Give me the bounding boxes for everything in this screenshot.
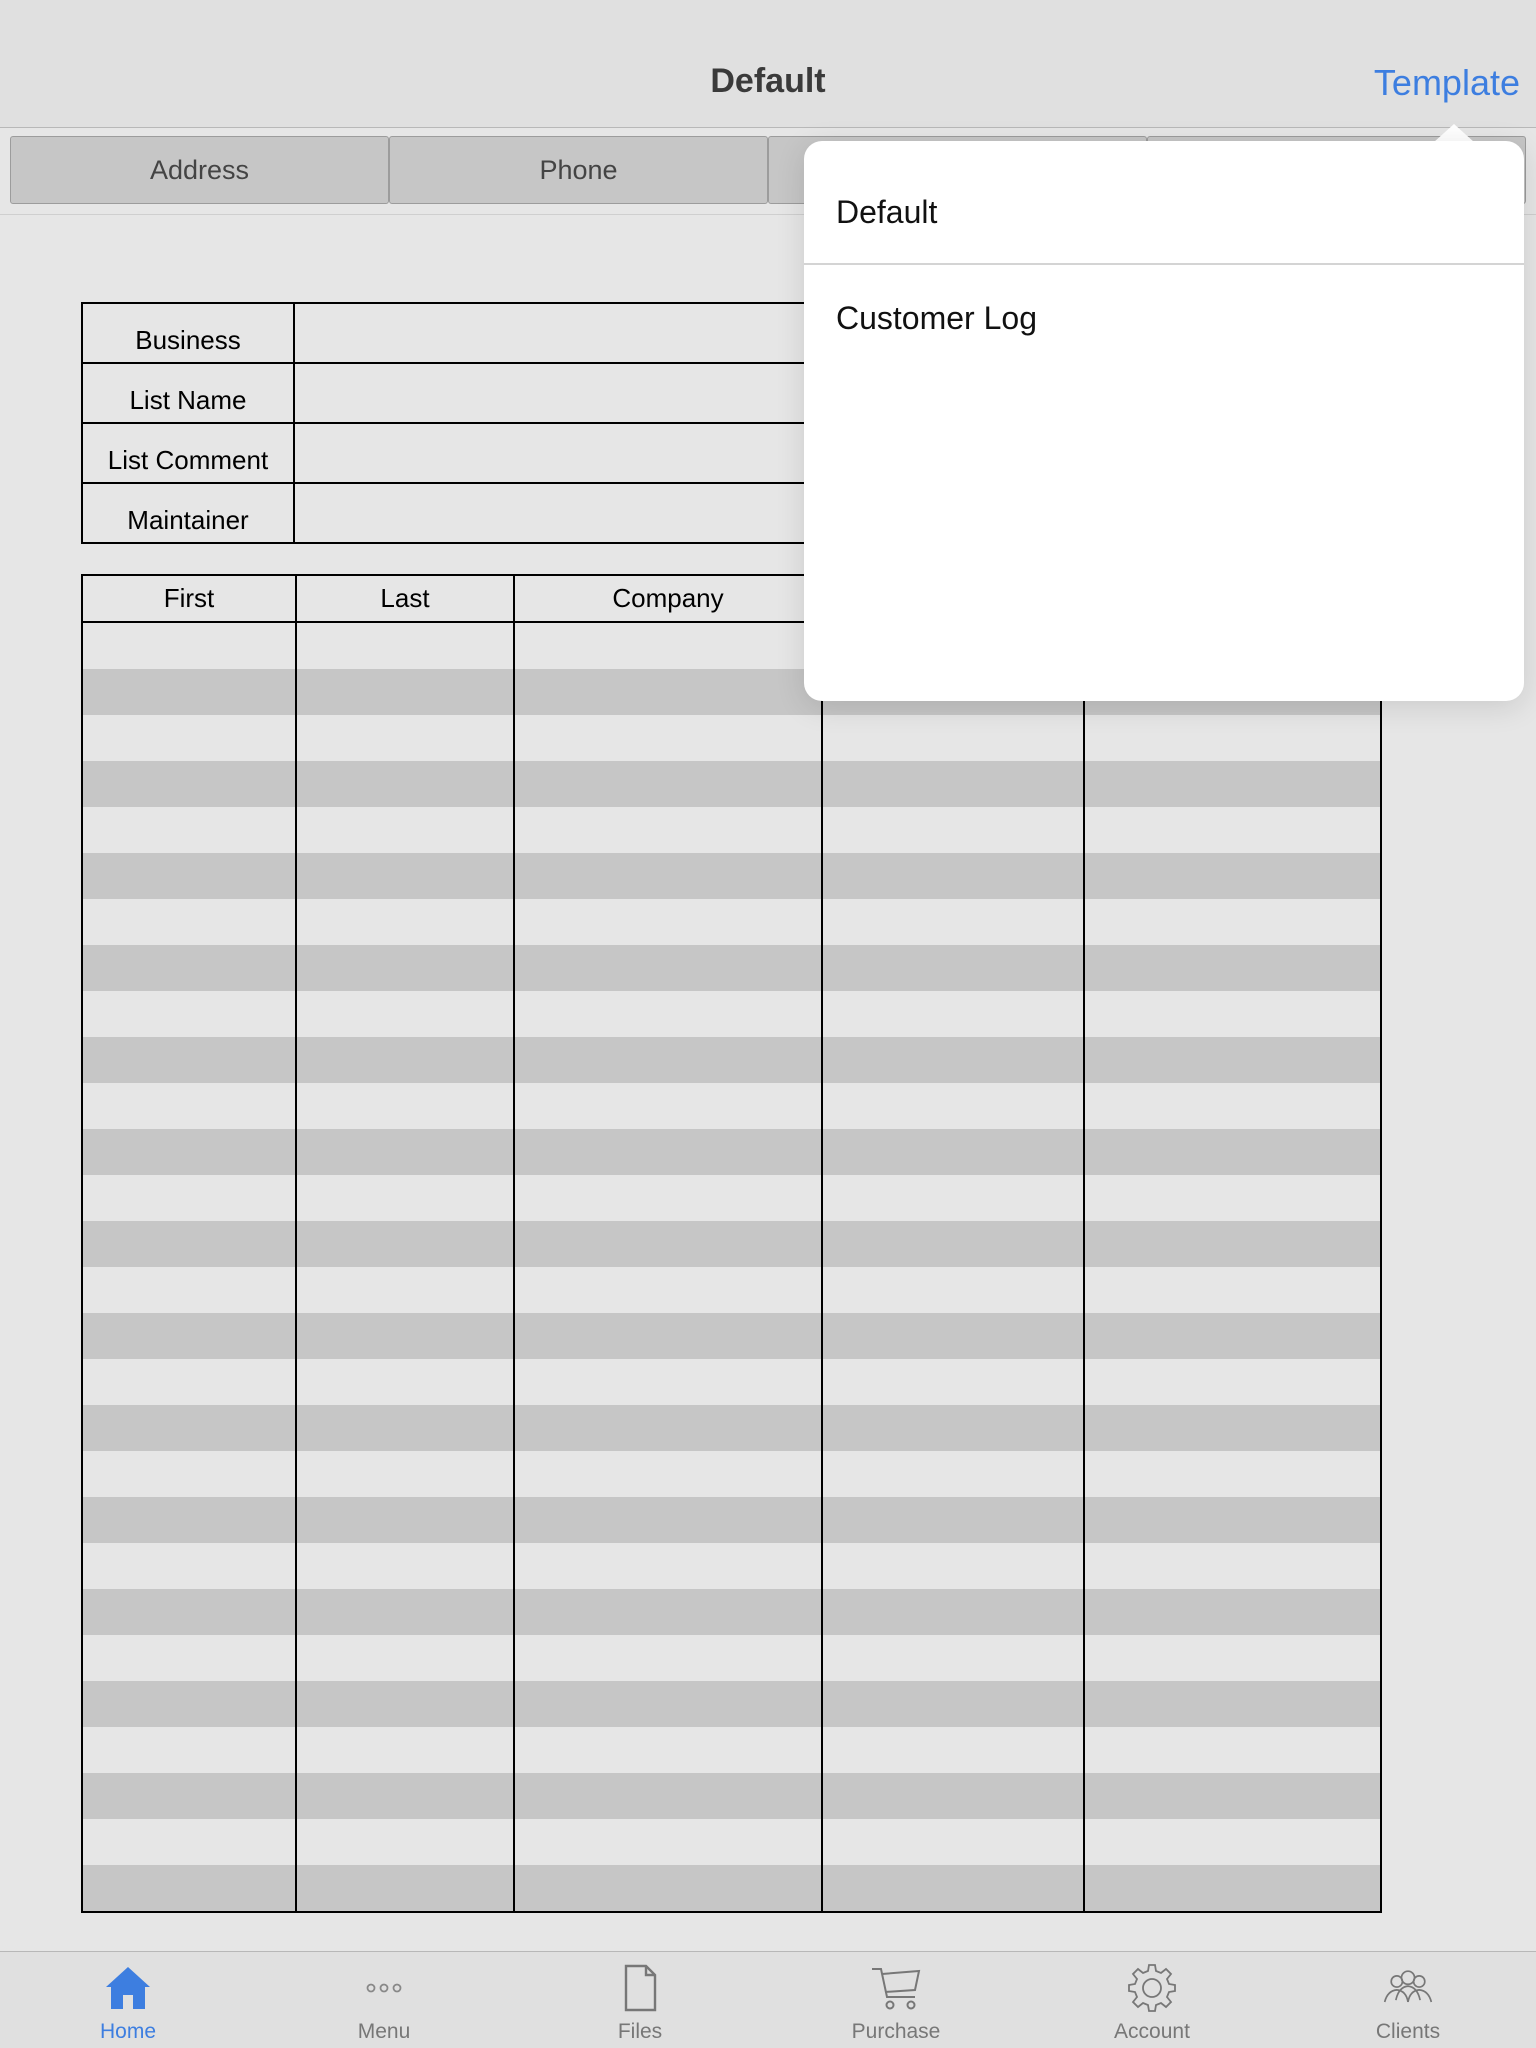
table-cell[interactable] (822, 1083, 1084, 1129)
tabbar-purchase[interactable] (768, 1952, 1024, 2048)
table-cell[interactable] (82, 1865, 296, 1912)
column-header-first[interactable]: First (82, 575, 296, 622)
table-cell[interactable] (514, 1221, 822, 1267)
table-cell[interactable] (82, 1497, 296, 1543)
table-cell[interactable] (1084, 715, 1381, 761)
tabbar-label-files: Files (617, 2020, 663, 2043)
table-cell[interactable] (514, 1635, 822, 1681)
table-cell[interactable] (514, 1175, 822, 1221)
table-cell[interactable] (514, 1359, 822, 1405)
table-row (82, 945, 1381, 991)
table-row (82, 1405, 1381, 1451)
table-cell[interactable] (514, 853, 822, 899)
table-cell[interactable] (1084, 761, 1381, 807)
tabbar-clients[interactable] (1280, 1952, 1536, 2048)
table-row (82, 1497, 1381, 1543)
table-cell[interactable] (296, 853, 514, 899)
tabbar-account[interactable] (1024, 1952, 1280, 2048)
table-cell[interactable] (822, 1497, 1084, 1543)
table-cell[interactable] (514, 1405, 822, 1451)
table-cell[interactable] (82, 761, 296, 807)
table-cell[interactable] (296, 899, 514, 945)
table-cell[interactable] (82, 1175, 296, 1221)
table-cell[interactable] (1084, 1175, 1381, 1221)
table-cell[interactable] (296, 622, 514, 669)
table-row (82, 1359, 1381, 1405)
table-cell[interactable] (514, 1129, 822, 1175)
table-cell[interactable] (82, 1037, 296, 1083)
table-row (82, 1129, 1381, 1175)
table-row (82, 715, 1381, 761)
table-row (82, 1819, 1381, 1865)
tabbar-label-clients: Clients (1375, 2020, 1441, 2043)
table-cell[interactable] (822, 1359, 1084, 1405)
table-cell[interactable] (296, 669, 514, 715)
file-icon (612, 1962, 668, 2014)
table-cell[interactable] (514, 715, 822, 761)
table-cell[interactable] (82, 1589, 296, 1635)
tab-address[interactable]: Address (10, 136, 389, 204)
table-cell[interactable] (822, 807, 1084, 853)
table-cell[interactable] (82, 1313, 296, 1359)
table-cell[interactable] (296, 1267, 514, 1313)
tabbar-label-home: Home (99, 2020, 157, 2043)
table-cell[interactable] (514, 622, 822, 669)
table-cell[interactable] (514, 807, 822, 853)
table-cell[interactable] (1084, 991, 1381, 1037)
table-cell[interactable] (296, 715, 514, 761)
table-cell[interactable] (514, 761, 822, 807)
page-title: Default (710, 62, 826, 100)
template-button[interactable]: Template (1373, 62, 1520, 103)
table-cell[interactable] (1084, 1221, 1381, 1267)
table-cell[interactable] (514, 945, 822, 991)
table-cell[interactable] (296, 1451, 514, 1497)
table-row (82, 853, 1381, 899)
table-cell[interactable] (296, 1175, 514, 1221)
table-cell[interactable] (822, 991, 1084, 1037)
table-cell[interactable] (296, 1865, 514, 1912)
table-cell[interactable] (514, 1681, 822, 1727)
table-cell[interactable] (82, 1221, 296, 1267)
table-cell[interactable] (1084, 1865, 1381, 1912)
table-row (82, 1083, 1381, 1129)
table-cell[interactable] (1084, 1451, 1381, 1497)
tabbar-menu[interactable] (256, 1952, 512, 2048)
table-cell[interactable] (822, 1773, 1084, 1819)
table-row (82, 1451, 1381, 1497)
table-cell[interactable] (296, 761, 514, 807)
table-cell[interactable] (1084, 899, 1381, 945)
table-cell[interactable] (1084, 1037, 1381, 1083)
table-cell[interactable] (514, 899, 822, 945)
table-row (82, 1543, 1381, 1589)
table-cell[interactable] (296, 1773, 514, 1819)
table-row (82, 1773, 1381, 1819)
table-cell[interactable] (822, 1543, 1084, 1589)
table-cell[interactable] (514, 1451, 822, 1497)
table-cell[interactable] (1084, 1543, 1381, 1589)
table-cell[interactable] (82, 853, 296, 899)
bottom-tab-bar (0, 1951, 1536, 2048)
table-row (82, 1221, 1381, 1267)
table-cell[interactable] (82, 1681, 296, 1727)
table-cell[interactable] (1084, 1359, 1381, 1405)
table-cell[interactable] (296, 1313, 514, 1359)
navigation-bar (0, 0, 1536, 128)
table-cell[interactable] (1084, 1635, 1381, 1681)
table-cell[interactable] (514, 669, 822, 715)
table-cell[interactable] (514, 1819, 822, 1865)
table-cell[interactable] (1084, 1819, 1381, 1865)
table-cell[interactable] (514, 1037, 822, 1083)
table-cell[interactable] (296, 991, 514, 1037)
table-cell[interactable] (296, 807, 514, 853)
table-cell[interactable] (1084, 1773, 1381, 1819)
table-cell[interactable] (822, 1221, 1084, 1267)
table-cell[interactable] (296, 1497, 514, 1543)
table-row (82, 899, 1381, 945)
table-cell[interactable] (82, 1129, 296, 1175)
table-cell[interactable] (514, 1313, 822, 1359)
contacts-grid (81, 574, 1382, 1913)
table-cell[interactable] (822, 1313, 1084, 1359)
tabbar-label-account: Account (1114, 2020, 1190, 2043)
table-cell[interactable] (1084, 1129, 1381, 1175)
table-cell[interactable] (1084, 853, 1381, 899)
table-cell[interactable] (822, 1635, 1084, 1681)
column-header-last[interactable]: Last (296, 575, 514, 622)
column-header-company[interactable]: Company (514, 575, 822, 622)
table-cell[interactable] (822, 1819, 1084, 1865)
table-cell[interactable] (1084, 1681, 1381, 1727)
table-row (82, 1313, 1381, 1359)
popover-divider (804, 263, 1524, 265)
table-cell[interactable] (296, 945, 514, 991)
more-icon (356, 1962, 412, 2014)
tabbar-home[interactable] (0, 1952, 256, 2048)
table-row (82, 1635, 1381, 1681)
table-cell[interactable] (296, 1635, 514, 1681)
table-cell[interactable] (296, 1543, 514, 1589)
table-cell[interactable] (1084, 1267, 1381, 1313)
table-cell[interactable] (514, 1497, 822, 1543)
table-cell[interactable] (1084, 1727, 1381, 1773)
table-cell[interactable] (822, 761, 1084, 807)
table-cell[interactable] (514, 1865, 822, 1912)
table-cell[interactable] (82, 669, 296, 715)
home-icon (100, 1962, 156, 2014)
grid-body (82, 622, 1381, 1912)
table-cell[interactable] (514, 1083, 822, 1129)
table-cell[interactable] (822, 1129, 1084, 1175)
table-cell[interactable] (296, 1083, 514, 1129)
table-cell[interactable] (822, 1727, 1084, 1773)
table-row (82, 1589, 1381, 1635)
template-option-customer-log[interactable]: Customer Log (836, 300, 1037, 336)
tabbar-label-purchase: Purchase (851, 2020, 941, 2043)
table-cell[interactable] (822, 945, 1084, 991)
table-cell[interactable] (514, 1589, 822, 1635)
table-cell[interactable] (1084, 807, 1381, 853)
table-cell[interactable] (82, 1359, 296, 1405)
table-row (82, 991, 1381, 1037)
table-cell[interactable] (296, 1129, 514, 1175)
table-cell[interactable] (822, 715, 1084, 761)
table-cell[interactable] (822, 853, 1084, 899)
cart-icon (868, 1962, 924, 2014)
table-cell[interactable] (514, 1773, 822, 1819)
table-row (82, 1267, 1381, 1313)
table-row (82, 1175, 1381, 1221)
popover-arrow (1434, 124, 1474, 142)
tabbar-files[interactable] (512, 1952, 768, 2048)
table-row (82, 1037, 1381, 1083)
table-cell[interactable] (82, 1543, 296, 1589)
table-cell[interactable] (514, 1267, 822, 1313)
table-row (82, 807, 1381, 853)
table-cell[interactable] (822, 899, 1084, 945)
table-cell[interactable] (82, 991, 296, 1037)
table-cell[interactable] (1084, 1497, 1381, 1543)
table-cell[interactable] (514, 991, 822, 1037)
table-cell[interactable] (1084, 1405, 1381, 1451)
table-cell[interactable] (1084, 1589, 1381, 1635)
table-cell[interactable] (296, 1589, 514, 1635)
table-cell[interactable] (82, 1267, 296, 1313)
table-cell[interactable] (822, 1865, 1084, 1912)
table-cell[interactable] (822, 1681, 1084, 1727)
table-cell[interactable] (82, 945, 296, 991)
table-cell[interactable] (82, 1451, 296, 1497)
maintainer-label: Maintainer (82, 483, 294, 543)
table-cell[interactable] (514, 1727, 822, 1773)
table-cell[interactable] (1084, 945, 1381, 991)
table-row (82, 761, 1381, 807)
tab-phone[interactable]: Phone (389, 136, 768, 204)
table-cell[interactable] (822, 1037, 1084, 1083)
tabbar-label-menu: Menu (357, 2020, 411, 2043)
table-cell[interactable] (514, 1543, 822, 1589)
table-cell[interactable] (82, 1405, 296, 1451)
table-cell[interactable] (296, 1405, 514, 1451)
table-cell[interactable] (822, 1405, 1084, 1451)
table-cell[interactable] (296, 1359, 514, 1405)
table-cell[interactable] (296, 1037, 514, 1083)
table-cell[interactable] (296, 1819, 514, 1865)
table-cell[interactable] (1084, 1313, 1381, 1359)
table-cell[interactable] (82, 1773, 296, 1819)
table-cell[interactable] (82, 807, 296, 853)
table-row (82, 1865, 1381, 1912)
table-row (82, 1681, 1381, 1727)
template-option-default[interactable]: Default (836, 194, 938, 230)
template-popover (804, 141, 1524, 701)
table-cell[interactable] (1084, 1083, 1381, 1129)
table-cell[interactable] (82, 1727, 296, 1773)
people-icon (1380, 1962, 1436, 2014)
list-comment-label: List Comment (82, 423, 294, 483)
list-name-label: List Name (82, 363, 294, 423)
table-cell[interactable] (82, 1083, 296, 1129)
table-cell[interactable] (82, 622, 296, 669)
table-cell[interactable] (296, 1727, 514, 1773)
table-cell[interactable] (822, 1267, 1084, 1313)
table-cell[interactable] (296, 1221, 514, 1267)
table-cell[interactable] (822, 1451, 1084, 1497)
gear-icon (1124, 1962, 1180, 2014)
table-row (82, 1727, 1381, 1773)
table-cell[interactable] (822, 1175, 1084, 1221)
table-cell[interactable] (82, 1819, 296, 1865)
table-cell[interactable] (82, 899, 296, 945)
table-cell[interactable] (82, 715, 296, 761)
table-cell[interactable] (822, 1589, 1084, 1635)
business-label: Business (82, 303, 294, 363)
table-cell[interactable] (82, 1635, 296, 1681)
table-cell[interactable] (296, 1681, 514, 1727)
